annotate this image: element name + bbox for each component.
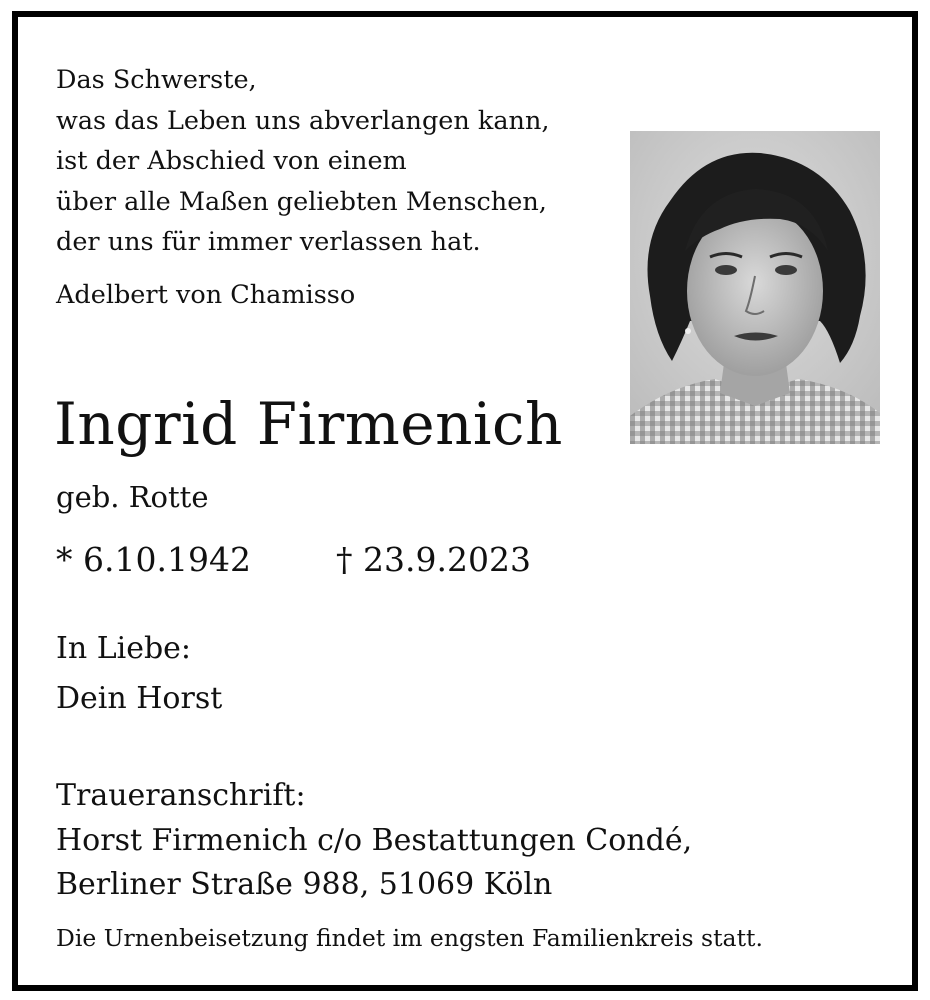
mourners-line: Dein Horst bbox=[56, 681, 223, 716]
deceased-name: Ingrid Firmenich bbox=[54, 390, 563, 458]
mourners-line: In Liebe: bbox=[56, 631, 192, 666]
address-line: Horst Firmenich c/o Bestattungen Condé, bbox=[56, 822, 693, 858]
mourners-block bbox=[56, 624, 222, 724]
mourning-address-block bbox=[56, 774, 692, 908]
quote-line: Das Schwerste, bbox=[56, 65, 257, 95]
birth-name: geb. Rotte bbox=[56, 480, 209, 514]
portrait-photo bbox=[630, 131, 880, 444]
address-line: Berliner Straße 988, 51069 Köln bbox=[56, 867, 553, 902]
quote-line: über alle Maßen geliebten Menschen, bbox=[56, 186, 547, 217]
quote-block bbox=[56, 60, 550, 263]
quote-line: der uns für immer verlassen hat. bbox=[56, 227, 481, 257]
obituary-frame bbox=[12, 11, 918, 991]
quote-author: Adelbert von Chamisso bbox=[56, 280, 356, 310]
burial-note: Die Urnenbeisetzung findet im engsten Familienkreis statt. bbox=[56, 924, 763, 952]
birth-date: * 6.10.1942 bbox=[56, 540, 251, 579]
quote-line: ist der Abschied von einem bbox=[56, 146, 407, 176]
death-date: † 23.9.2023 bbox=[336, 540, 531, 579]
quote-line: was das Leben uns abverlangen kann, bbox=[56, 105, 550, 136]
address-line: Traueranschrift: bbox=[56, 778, 306, 813]
